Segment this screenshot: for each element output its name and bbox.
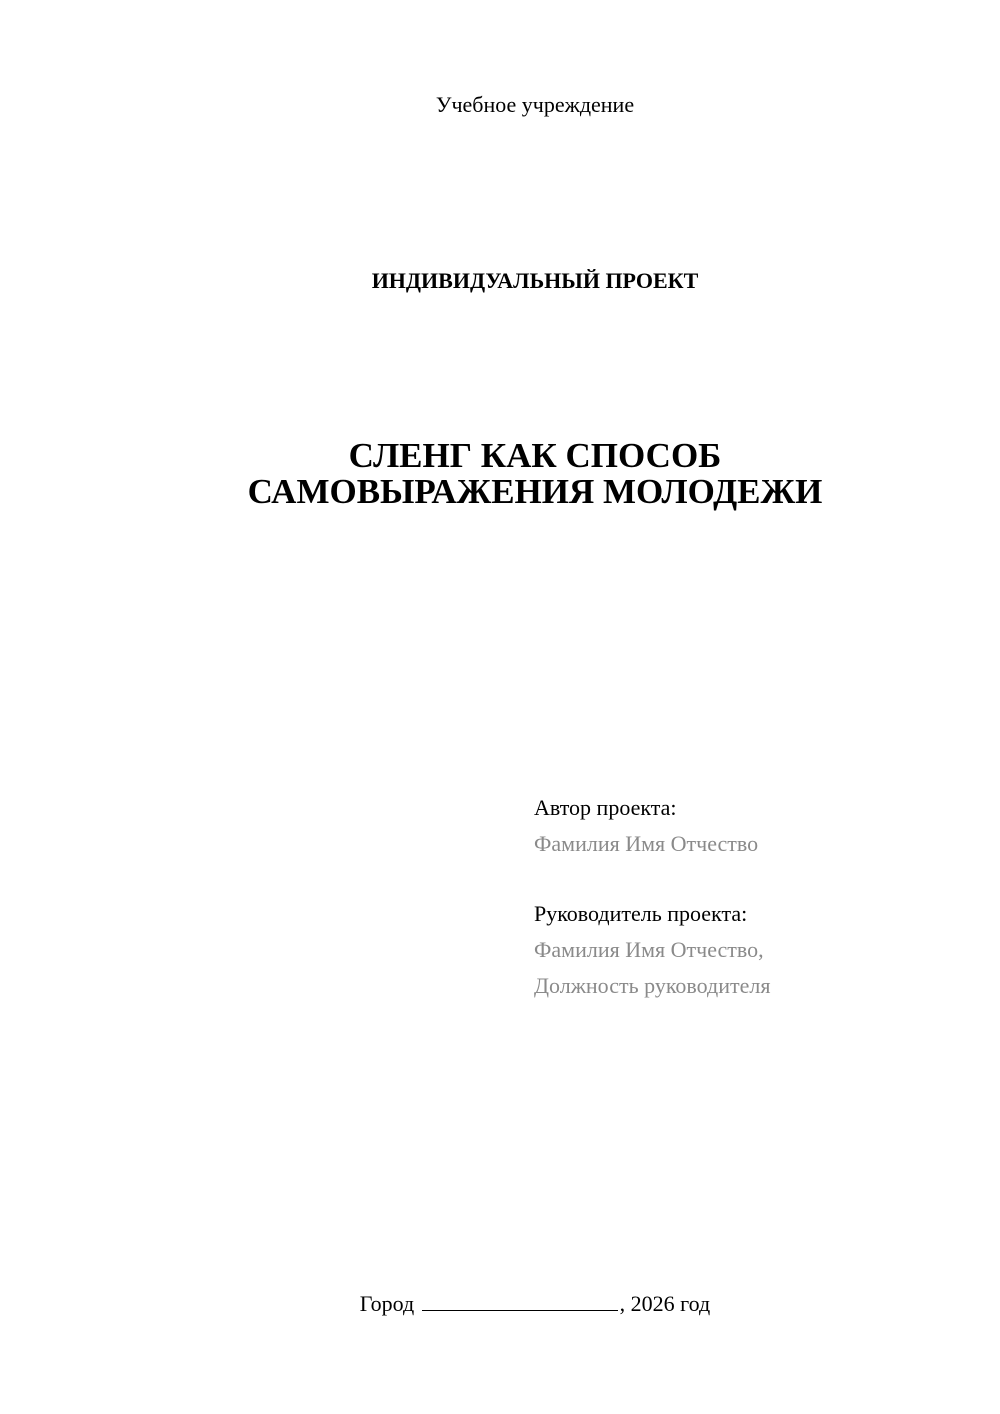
author-label: Автор проекта: — [534, 795, 677, 820]
institution-name: Учебное учреждение — [435, 92, 635, 117]
spacer — [534, 862, 974, 896]
project-title — [0, 438, 1000, 510]
project-title-line-2: САМОВЫРАЖЕНИЯ МОЛОДЕЖИ — [247, 472, 823, 511]
document-type-heading: ИНДИВИДУАЛЬНЫЙ ПРОЕКТ — [371, 268, 699, 293]
supervisor-position: Должность руководителя — [534, 973, 771, 998]
project-title-line-1: СЛЕНГ КАК СПОСОБ — [348, 436, 722, 475]
supervisor-name: Фамилия Имя Отчество, — [534, 937, 764, 962]
city-blank-line — [422, 1290, 618, 1311]
supervisor-label: Руководитель проекта: — [534, 901, 748, 926]
author-name: Фамилия Имя Отчество — [534, 831, 759, 856]
city-year-line — [0, 1290, 1000, 1317]
year-text: , 2026 год — [619, 1291, 711, 1316]
city-label: Город — [359, 1291, 415, 1316]
author-info-block — [534, 790, 974, 1004]
